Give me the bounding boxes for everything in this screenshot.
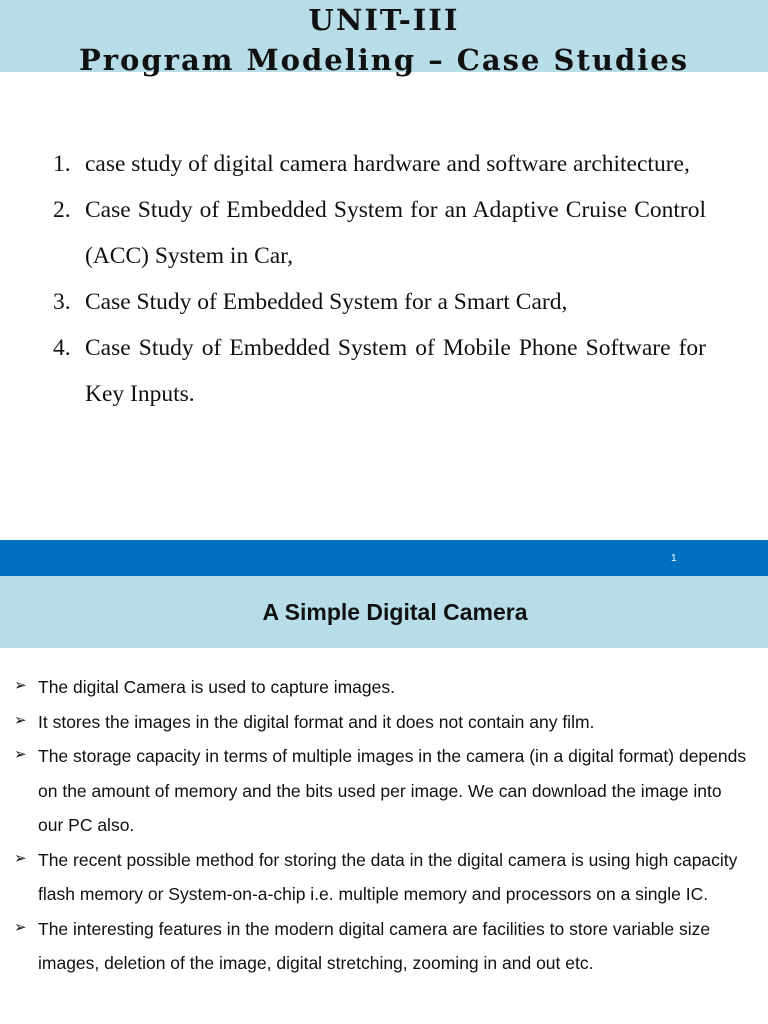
case-study-number: 1. xyxy=(53,151,71,177)
slide2-title: A Simple Digital Camera xyxy=(262,599,528,625)
case-study-item xyxy=(40,187,706,279)
case-study-number: 3. xyxy=(53,289,71,315)
arrowhead-bullet-icon: ➢ xyxy=(14,746,27,763)
slide1-title-topic: Program Modeling – Case Studies xyxy=(78,43,690,77)
arrowhead-bullet-icon: ➢ xyxy=(14,677,27,694)
bullet-text: The recent possible method for storing the data in the digital camera is using high capacity flash memory or System-on-a-chip i.e. multiple memory and processors on a single IC. xyxy=(38,849,738,904)
bullet-text: It stores the images in the digital format and it does not contain any film. xyxy=(38,711,595,732)
bullet-item xyxy=(14,670,750,705)
case-study-item xyxy=(40,325,706,417)
case-study-item xyxy=(40,279,706,325)
arrowhead-bullet-icon: ➢ xyxy=(14,918,27,936)
camera-bullet-list xyxy=(14,670,750,981)
bullet-text: The interesting features in the modern digital camera are facilities to store variable size images, deletion of the image, digital stretching, zooming in and out etc. xyxy=(38,918,711,973)
bullet-text: The storage capacity in terms of multiple images in the camera (in a digital format) depends on the amount of memory and the bits used per image. We can download the image into our PC also. xyxy=(38,746,747,835)
case-study-item xyxy=(40,141,706,187)
page-number: 1 xyxy=(671,553,677,564)
bullet-item xyxy=(14,843,750,912)
arrowhead-bullet-icon: ➢ xyxy=(14,711,27,729)
case-study-text: case study of digital camera hardware and software architecture, xyxy=(85,151,690,177)
arrowhead-bullet-icon: ➢ xyxy=(14,849,27,867)
slide-divider-bar xyxy=(0,540,768,576)
case-study-text: Case Study of Embedded System for a Smart Card, xyxy=(85,289,568,315)
case-study-text: Case Study of Embedded System of Mobile Phone Software for Key Inputs. xyxy=(85,335,706,407)
slide1-title-unit: UNIT-III xyxy=(308,3,460,37)
bullet-item xyxy=(14,912,750,981)
case-study-list xyxy=(40,141,706,417)
bullet-text: The digital Camera is used to capture images. xyxy=(38,677,395,697)
bullet-item xyxy=(14,739,750,843)
bullet-item xyxy=(14,705,750,740)
case-study-number: 2. xyxy=(53,197,71,223)
case-study-number: 4. xyxy=(53,335,71,361)
case-study-text: Case Study of Embedded System for an Adaptive Cruise Control (ACC) System in Car, xyxy=(85,197,706,269)
